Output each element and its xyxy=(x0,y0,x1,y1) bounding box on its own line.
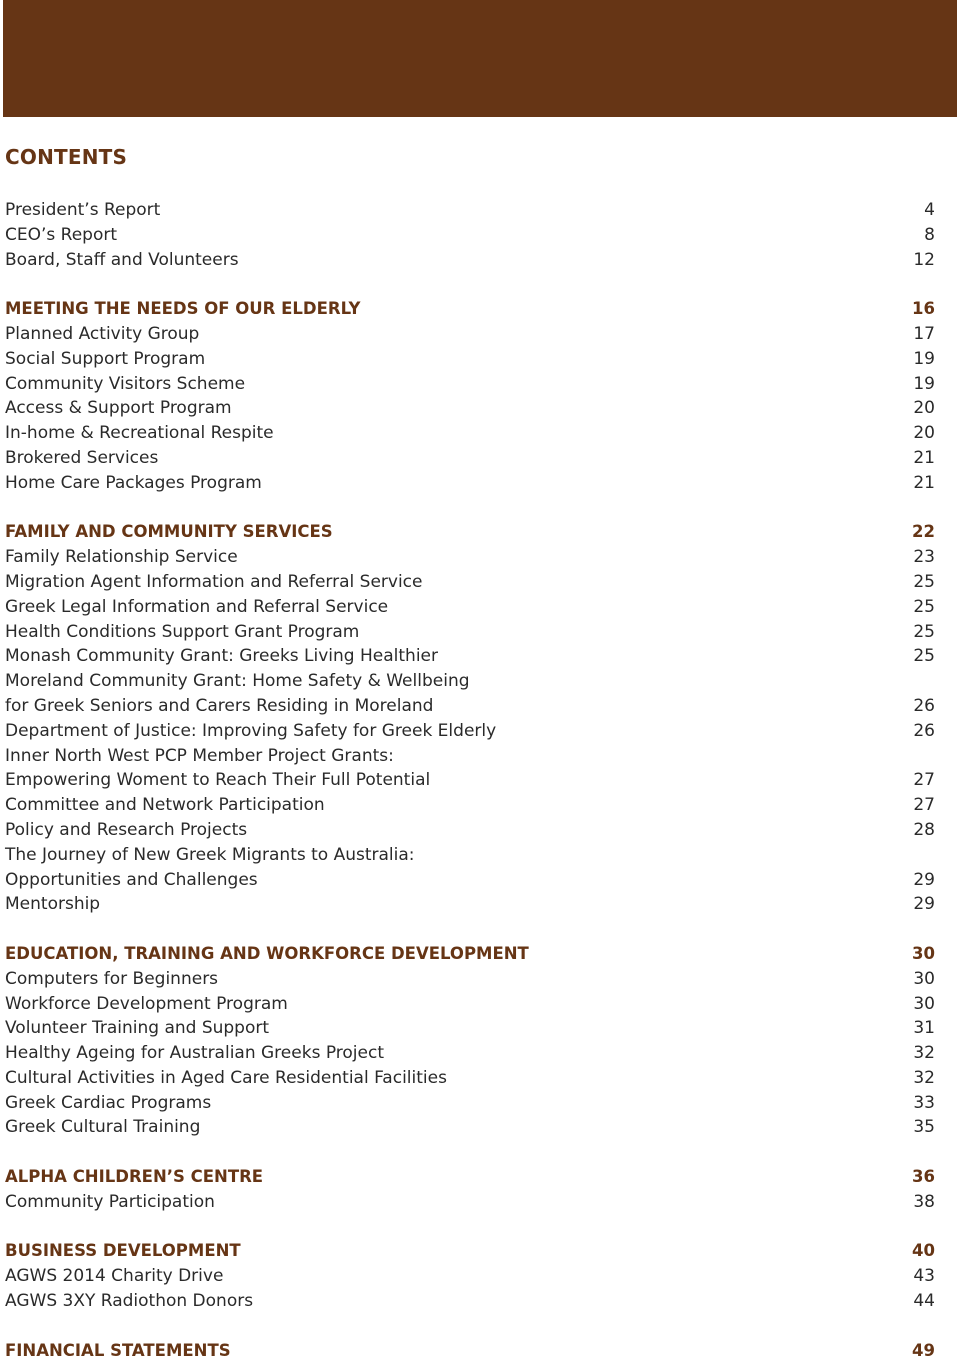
toc-entry-page-number: 29 xyxy=(913,894,935,915)
toc-entry-label: Greek Cardiac Programs xyxy=(5,1092,212,1113)
toc-heading-label: FINANCIAL STATEMENTS xyxy=(5,1340,231,1360)
toc-entry[interactable] xyxy=(5,1289,935,1314)
toc-entry[interactable] xyxy=(5,248,935,273)
toc-section-heading[interactable] xyxy=(5,1165,935,1190)
section-gap xyxy=(5,496,935,521)
toc-entry-page-number: 23 xyxy=(913,547,935,568)
toc-entry-label: Inner North West PCP Member Project Grants: xyxy=(5,745,394,766)
toc-heading-page-number: 40 xyxy=(912,1241,935,1261)
toc-entry-label: Computers for Beginners xyxy=(5,968,219,989)
toc-heading-page-number: 22 xyxy=(912,522,935,542)
toc-entry-page-number: 17 xyxy=(913,323,935,344)
toc-entry-page-number: 30 xyxy=(913,968,935,989)
toc-entry-label: Committee and Network Participation xyxy=(5,795,325,816)
toc-entry[interactable] xyxy=(5,644,935,669)
toc-entry[interactable] xyxy=(5,868,935,893)
toc-entry[interactable] xyxy=(5,992,935,1017)
toc-entry-label: AGWS 2014 Charity Drive xyxy=(5,1266,224,1287)
toc-entry-label: Opportunities and Challenges xyxy=(5,869,258,890)
toc-entry[interactable] xyxy=(5,818,935,843)
toc-entry-label: Workforce Development Program xyxy=(5,993,288,1014)
toc-entry-page-number: 27 xyxy=(913,795,935,816)
toc-entry-label: Empowering Woment to Reach Their Full Potential xyxy=(5,770,431,791)
toc-entry-label: Cultural Activities in Aged Care Residential Facilities xyxy=(5,1067,447,1088)
toc-entry[interactable] xyxy=(5,620,935,645)
toc-entry-label: Department of Justice: Improving Safety for Greek Elderly xyxy=(5,720,497,741)
toc-entry-page-number: 26 xyxy=(913,695,935,716)
toc-entry[interactable] xyxy=(5,669,935,694)
toc-entry-label: Migration Agent Information and Referral Service xyxy=(5,571,423,592)
toc-entry[interactable] xyxy=(5,744,935,769)
toc-entry-page-number: 25 xyxy=(913,596,935,617)
section-gap xyxy=(5,272,935,297)
toc-heading-label: MEETING THE NEEDS OF OUR ELDERLY xyxy=(5,299,361,319)
toc-entry-label: Greek Legal Information and Referral Service xyxy=(5,596,389,617)
toc-entry[interactable] xyxy=(5,694,935,719)
toc-entry-label: Policy and Research Projects xyxy=(5,819,248,840)
toc-entry-label: AGWS 3XY Radiothon Donors xyxy=(5,1291,254,1312)
toc-entry[interactable] xyxy=(5,1041,935,1066)
section-gap xyxy=(5,917,935,942)
table-of-contents xyxy=(5,198,935,1363)
toc-entry-page-number: 25 xyxy=(913,621,935,642)
toc-entry-page-number: 8 xyxy=(924,224,935,245)
toc-entry[interactable] xyxy=(5,545,935,570)
toc-entry[interactable] xyxy=(5,198,935,223)
toc-heading-label: ALPHA CHILDREN’S CENTRE xyxy=(5,1167,264,1187)
toc-entry[interactable] xyxy=(5,768,935,793)
toc-entry-label: Volunteer Training and Support xyxy=(5,1018,270,1039)
toc-entry-page-number: 19 xyxy=(913,348,935,369)
toc-entry-page-number: 30 xyxy=(913,993,935,1014)
toc-entry[interactable] xyxy=(5,396,935,421)
toc-entry-label: Brokered Services xyxy=(5,447,159,468)
toc-entry-label: Mentorship xyxy=(5,894,101,915)
toc-entry-label: Planned Activity Group xyxy=(5,323,200,344)
toc-entry[interactable] xyxy=(5,1066,935,1091)
toc-entry[interactable] xyxy=(5,471,935,496)
toc-entry[interactable] xyxy=(5,1115,935,1140)
toc-entry[interactable] xyxy=(5,570,935,595)
toc-entry-page-number: 32 xyxy=(913,1043,935,1064)
toc-entry[interactable] xyxy=(5,892,935,917)
toc-entry-page-number: 20 xyxy=(913,423,935,444)
toc-entry-page-number: 4 xyxy=(924,200,935,220)
toc-heading-page-number: 36 xyxy=(912,1167,935,1187)
section-gap xyxy=(5,1215,935,1240)
toc-entry-label: The Journey of New Greek Migrants to Australia: xyxy=(5,844,415,865)
toc-entry-page-number: 43 xyxy=(913,1266,935,1287)
toc-heading-label: EDUCATION, TRAINING AND WORKFORCE DEVELOPMENT xyxy=(5,943,529,963)
toc-entry-page-number: 32 xyxy=(913,1067,935,1088)
toc-entry[interactable] xyxy=(5,1016,935,1041)
toc-entry-page-number: 25 xyxy=(913,646,935,667)
section-gap xyxy=(5,1140,935,1165)
toc-entry-page-number: 19 xyxy=(913,373,935,394)
toc-entry[interactable] xyxy=(5,1091,935,1116)
toc-entry-label: Health Conditions Support Grant Program xyxy=(5,621,360,642)
toc-entry-page-number: 38 xyxy=(913,1191,935,1212)
toc-entry-label: Moreland Community Grant: Home Safety & Wellbeing xyxy=(5,671,470,692)
toc-heading-label: FAMILY AND COMMUNITY SERVICES xyxy=(5,522,333,542)
toc-entry-page-number: 27 xyxy=(913,770,935,791)
toc-entry[interactable] xyxy=(5,967,935,992)
toc-entry-label: Access & Support Program xyxy=(5,398,232,419)
toc-heading-page-number: 16 xyxy=(912,299,935,319)
toc-entry-label: Home Care Packages Program xyxy=(5,472,262,493)
toc-entry-label: Greek Cultural Training xyxy=(5,1117,201,1138)
toc-entry[interactable] xyxy=(5,595,935,620)
toc-entry[interactable] xyxy=(5,446,935,471)
toc-entry-label: Healthy Ageing for Australian Greeks Project xyxy=(5,1043,384,1064)
header-band xyxy=(3,0,957,117)
toc-heading-page-number: 49 xyxy=(912,1340,935,1360)
toc-entry[interactable] xyxy=(5,372,935,397)
toc-entry-page-number: 33 xyxy=(913,1092,935,1113)
toc-entry[interactable] xyxy=(5,1190,935,1215)
toc-entry-page-number: 29 xyxy=(913,869,935,890)
toc-entry[interactable] xyxy=(5,223,935,248)
toc-entry-label: for Greek Seniors and Carers Residing in Moreland xyxy=(5,695,434,716)
toc-entry-label: CEO’s Report xyxy=(5,224,118,245)
toc-entry[interactable] xyxy=(5,322,935,347)
toc-entry[interactable] xyxy=(5,843,935,868)
toc-heading-label: BUSINESS DEVELOPMENT xyxy=(5,1241,241,1261)
toc-entry[interactable] xyxy=(5,421,935,446)
toc-heading-page-number: 30 xyxy=(912,943,935,963)
toc-entry-page-number: 25 xyxy=(913,571,935,592)
toc-entry-label: Community Participation xyxy=(5,1191,215,1212)
toc-entry-page-number: 21 xyxy=(913,472,935,493)
toc-entry-label: Monash Community Grant: Greeks Living Healthier xyxy=(5,646,438,667)
toc-entry-label: In-home & Recreational Respite xyxy=(5,423,274,444)
toc-entry-page-number: 21 xyxy=(913,447,935,468)
toc-section-heading[interactable] xyxy=(5,1239,935,1264)
toc-entry-page-number: 44 xyxy=(913,1291,935,1312)
toc-entry-label: Family Relationship Service xyxy=(5,547,238,568)
toc-entry-page-number: 26 xyxy=(913,720,935,741)
toc-entry[interactable] xyxy=(5,347,935,372)
toc-entry-label: President’s Report xyxy=(5,200,161,220)
toc-entry-page-number: 31 xyxy=(913,1018,935,1039)
toc-entry[interactable] xyxy=(5,1264,935,1289)
toc-entry-page-number: 28 xyxy=(913,819,935,840)
page-title: CONTENTS xyxy=(5,145,128,169)
section-gap xyxy=(5,1314,935,1339)
toc-section-heading[interactable] xyxy=(5,297,935,322)
toc-section-heading[interactable] xyxy=(5,520,935,545)
toc-entry-page-number: 12 xyxy=(913,249,935,270)
toc-entry-label: Community Visitors Scheme xyxy=(5,373,246,394)
toc-entry[interactable] xyxy=(5,793,935,818)
toc-section-heading[interactable] xyxy=(5,1339,935,1364)
toc-entry-page-number: 35 xyxy=(913,1117,935,1138)
toc-entry-label: Board, Staff and Volunteers xyxy=(5,249,239,270)
toc-entry[interactable] xyxy=(5,719,935,744)
toc-entry-page-number: 20 xyxy=(913,398,935,419)
toc-section-heading[interactable] xyxy=(5,942,935,967)
toc-entry-label: Social Support Program xyxy=(5,348,206,369)
